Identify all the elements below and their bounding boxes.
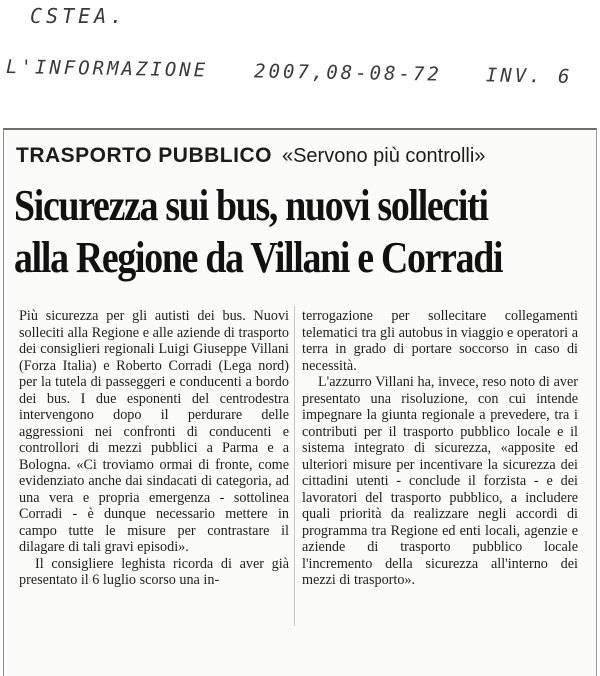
- handwritten-inventory: INV. 6: [485, 64, 573, 88]
- article-column-right: [302, 308, 578, 589]
- article-kicker: [16, 144, 485, 168]
- article-paragraph: terrogazione per sollecitare collegamenti telematici tra gli autobus in viaggio e operatori a terra in grado di portare soccorso in caso di necessità.: [302, 308, 578, 374]
- article-headline: [14, 180, 509, 284]
- handwritten-note-top: CSTEA.: [30, 4, 127, 28]
- handwritten-source: L'INFORMAZIONE: [5, 56, 209, 82]
- newspaper-clipping: [3, 128, 597, 676]
- headline-line-2: alla Regione da Villani e Corradi: [14, 233, 503, 282]
- handwritten-source-line: [6, 56, 573, 88]
- article-section: TRASPORTO PUBBLICO: [16, 144, 272, 167]
- handwritten-date-code: 2007,08-08-72: [253, 60, 443, 86]
- article-column-left: [19, 308, 289, 589]
- article-paragraph: Più sicurezza per gli autisti dei bus. Nuovi solleciti alla Regione e alle aziende di trasporto dei consiglieri regionali Luigi Giuseppe Villani (Forza Italia) e Roberto Corradi (Lega nord) per la tutela di passeggeri e conducenti a bordo dei bus. I due esponenti del centrodestra intervengono dopo il perdurare delle aggressioni nei confronti di conducenti e controllori di mezzi pubblici a Parma e a Bologna. «Ci troviamo ormai di fronte, come evidenziato anche dai sindacati di categoria, ad una vera e propria emergenza - sottolinea Corradi - è dunque necessario mettere in campo tutte le misure per contrastare il dilagare di tali gravi episodi».: [19, 308, 289, 555]
- column-divider: [294, 306, 295, 626]
- article-subheading: «Servono più controlli»: [281, 145, 486, 167]
- article-paragraph: L'azzurro Villani ha, invece, reso noto di aver presentato una risoluzione, con cui intende impegnare la giunta regionale a prevedere, tra i contributi per il trasporto pubblico locale e il sistema integrato di sicurezza, «apposite ed ulteriori misure per incentivare la sicurezza dei cittadini utenti - conclude il forzista - e dei lavoratori del trasporto pubblico, a includere quali priorità da realizzare negli accordi di programma tra Regione ed enti locali, agenzie e aziende di trasporto pubblico locale l'incremento della sicurezza all'interno dei mezzi di trasporto».: [302, 374, 578, 588]
- headline-line-1: Sicurezza sui bus, nuovi solleciti: [14, 181, 488, 230]
- article-paragraph: Il consigliere leghista ricorda di aver già presentato il 6 luglio scorso una in-: [19, 555, 289, 588]
